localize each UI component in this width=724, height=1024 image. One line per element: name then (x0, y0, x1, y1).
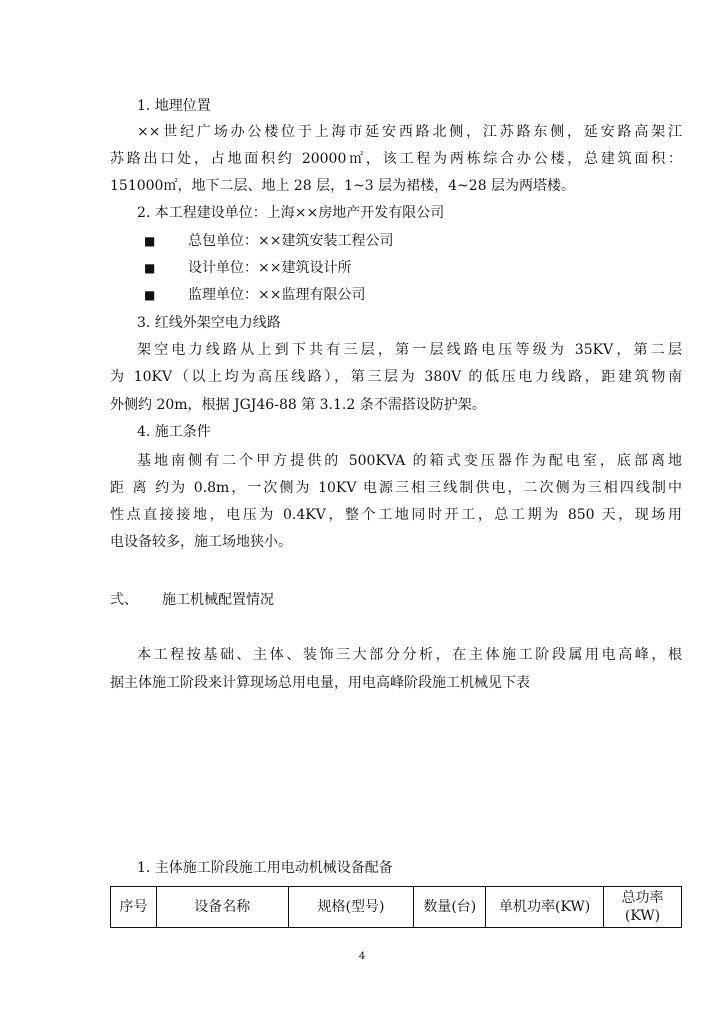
bullet-general-contractor: 总包单位：××建筑安装工程公司 (188, 233, 394, 249)
bullet-square-icon: ■ (144, 288, 156, 302)
table-caption: 1. 主体施工阶段施工用电动机械设备配备 (137, 860, 393, 876)
analysis-line-1: 本工程按基础、主体、装饰三大部分分析，在主体施工阶段属用电高峰，根 (137, 647, 682, 663)
power-line-2: 为 10KV（以上均为高压线路），第三层为 380V 的低压电力线路，距建筑物南 (110, 369, 682, 385)
header-unit-power: 单机功率(KW) (486, 887, 604, 928)
header-quantity: 数量(台) (414, 887, 486, 928)
heading-conditions: 4. 施工条件 (137, 424, 211, 440)
heading-owner: 2. 本工程建设单位：上海××房地产开发有限公司 (137, 205, 445, 221)
section-title: 施工机械配置情况 (162, 592, 274, 608)
header-total-power: 总功率(KW) (604, 887, 682, 928)
section-number: 弍、 (110, 592, 138, 608)
location-line-3: 151000㎡，地下二层、地上 28 层，1~3 层为裙楼，4~28 层为两塔楼。 (110, 178, 576, 194)
bullet-square-icon: ■ (144, 234, 156, 248)
conditions-line-2: 距 离 约为 0.8m，一次侧为 10KV 电源三相三线制供电，二次侧为三相四线制中 (110, 480, 682, 496)
conditions-line-4: 电设备较多，施工场地狭小。 (110, 534, 292, 550)
conditions-line-3: 性点直接接地，电压为 0.4KV，整个工地同时开工，总工期为 850 天，现场用 (110, 507, 682, 523)
power-line-1: 架空电力线路从上到下共有三层，第一层线路电压等级为 35KV，第二层 (137, 342, 682, 358)
bullet-square-icon: ■ (144, 261, 156, 275)
bullet-supervisor: 监理单位：××监理有限公司 (188, 287, 366, 303)
table-header-row (111, 887, 682, 928)
equipment-table (110, 886, 682, 928)
analysis-line-2: 据主体施工阶段来计算现场总用电量，用电高峰阶段施工机械见下表 (110, 675, 530, 691)
header-equipment-name: 设备名称 (156, 887, 288, 928)
header-index: 序号 (111, 887, 157, 928)
page-number: 4 (358, 951, 366, 962)
heading-power-lines: 3. 红线外架空电力线路 (137, 315, 281, 331)
power-line-3: 外侧约 20m，根据 JGJ46-88 第 3.1.2 条不需搭设防护架。 (110, 397, 486, 413)
header-spec: 规格(型号) (288, 887, 414, 928)
heading-location: 1. 地理位置 (137, 98, 211, 114)
bullet-designer: 设计单位：××建筑设计所 (188, 260, 352, 276)
location-line-2: 苏路出口处，占地面积约 20000㎡，该工程为两栋综合办公楼，总建筑面积： (110, 151, 682, 167)
location-line-1: ××世纪广场办公楼位于上海市延安西路北侧，江苏路东侧，延安路高架江 (137, 124, 682, 140)
conditions-line-1: 基地南侧有二个甲方提供的 500KVA 的箱式变压器作为配电室，底部离地 (137, 453, 682, 469)
